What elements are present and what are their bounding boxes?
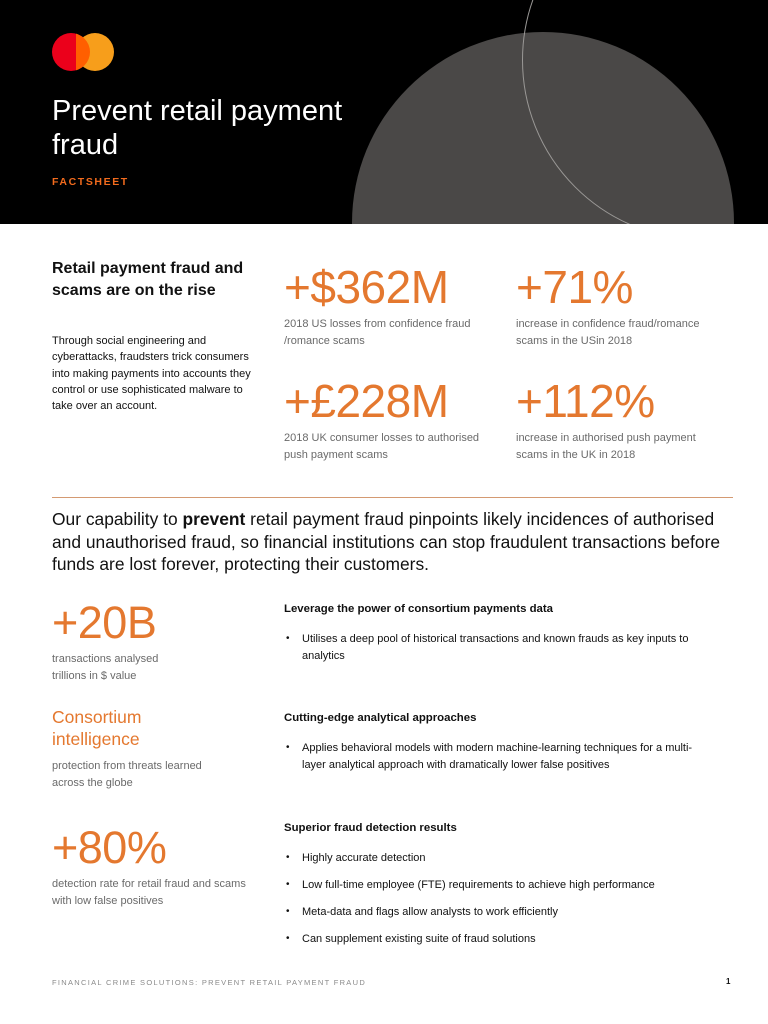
- stat-caption: increase in confidence fraud/romance scams in the USin 2018: [516, 318, 700, 347]
- hero-banner: [0, 0, 768, 224]
- list-item: • Utilises a deep pool of historical transactions and known frauds as key inputs to analytics: [284, 631, 714, 664]
- list-item: • Can supplement existing suite of fraud solutions: [284, 931, 724, 948]
- feature-heading: Cutting-edge analytical approaches: [284, 712, 477, 724]
- feature-heading: Leverage the power of consortium payments data: [284, 603, 554, 615]
- section-divider: [52, 497, 733, 498]
- stat-caption: 2018 US losses from confidence fraud /romance scams: [284, 318, 471, 347]
- stat-uk-increase: [516, 376, 726, 463]
- footer-text: FINANCIAL CRIME SOLUTIONS: PREVENT RETAIL PAYMENT FRAUD: [52, 978, 367, 987]
- feature-detection-results: [284, 820, 724, 958]
- stat-caption: increase in authorised push payment scams in the UK in 2018: [516, 432, 696, 461]
- list-item: • Highly accurate detection: [284, 850, 724, 867]
- stat-us-increase: [516, 262, 726, 349]
- metric-transactions: [52, 599, 252, 684]
- metric-caption: detection rate for retail fraud and scams with low false positives: [52, 878, 246, 907]
- feature-analytics: [284, 710, 724, 773]
- page-title: Prevent retail payment fraud: [52, 95, 343, 161]
- feature-list: [284, 631, 724, 664]
- metric-consortium: [52, 706, 252, 791]
- stat-value: +112%: [516, 375, 655, 427]
- feature-heading: Superior fraud detection results: [284, 822, 457, 834]
- feature-consortium-data: [284, 601, 724, 664]
- metric-caption: protection from threats learned across the globe: [52, 760, 202, 789]
- stat-us-losses: [284, 262, 504, 349]
- metric-value: +80%: [52, 822, 167, 873]
- stat-value: +71%: [516, 261, 633, 313]
- list-item: • Low full-time employee (FTE) requirements to achieve high performance: [284, 877, 724, 894]
- feature-list: [284, 740, 724, 773]
- metric-detection-rate: [52, 824, 262, 909]
- page-number: 1: [726, 977, 731, 986]
- feature-list: [284, 850, 724, 948]
- intro-heading: Retail payment fraud and scams are on the rise: [52, 260, 244, 299]
- emphasis-word: prevent: [182, 509, 246, 529]
- stat-value: +$362M: [284, 261, 449, 313]
- list-item: • Applies behavioral models with modern machine-learning techniques for a multi-layer analytical approach with dramatically lower false positives: [284, 740, 704, 773]
- mastercard-logo: [52, 33, 120, 73]
- metric-value: Consortium intelligence: [52, 707, 142, 749]
- document-type-tag: FACTSHEET: [52, 176, 129, 188]
- stat-value: +£228M: [284, 375, 449, 427]
- list-item: • Meta-data and flags allow analysts to work efficiently: [284, 904, 724, 921]
- stat-uk-losses: [284, 376, 504, 463]
- intro-body: Through social engineering and cyberattacks, fraudsters trick consumers into making payments into accounts they control or use sophisticated malware to take over an account.: [52, 335, 251, 413]
- metric-value: +20B: [52, 597, 157, 648]
- metric-caption: transactions analysed trillions in $ value: [52, 653, 159, 682]
- capability-statement: Our capability to prevent retail payment fraud pinpoints likely incidences of authorised and unauthorised fraud, so financial institutions can stop fraudulent transactions before funds are lost forever, protecting their customers.: [52, 509, 721, 574]
- stat-caption: 2018 UK consumer losses to authorised push payment scams: [284, 432, 480, 461]
